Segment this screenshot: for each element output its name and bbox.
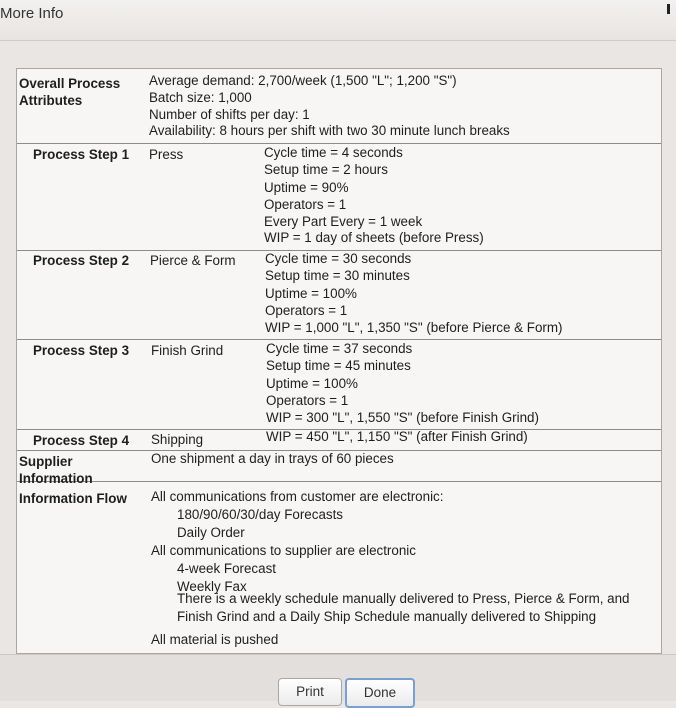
minimize-icon[interactable] <box>667 4 670 14</box>
info-table <box>16 68 662 654</box>
info-flow-label: Information Flow <box>19 491 127 506</box>
info-flow-line: All communications to supplier are electronic <box>151 543 416 558</box>
title-bar <box>0 0 676 41</box>
step-name: Shipping <box>151 432 204 447</box>
row-separator <box>17 481 661 482</box>
overall-line: Availability: 8 hours per shift with two 30 minute lunch breaks <box>149 123 510 138</box>
row-separator <box>17 143 661 144</box>
step-detail: Cycle time = 37 seconds <box>266 341 413 356</box>
step-detail: Operators = 1 <box>265 303 348 318</box>
done-button[interactable]: Done <box>345 678 415 708</box>
step-name: Pierce & Form <box>150 253 236 268</box>
step-detail: Operators = 1 <box>266 393 349 408</box>
step-detail: Uptime = 100% <box>266 376 358 391</box>
print-button[interactable]: Print <box>278 678 342 706</box>
overall-label: Attributes <box>19 93 83 108</box>
overall-label: Overall Process <box>19 76 121 91</box>
step-detail: Setup time = 30 minutes <box>265 268 410 283</box>
step-detail: Uptime = 90% <box>264 180 349 195</box>
step-detail: WIP = 1 day of sheets (before Press) <box>264 230 484 245</box>
step-label: Process Step 3 <box>33 343 130 358</box>
step-label: Process Step 4 <box>33 433 130 448</box>
step-detail: Every Part Every = 1 week <box>264 214 423 229</box>
step-detail: Uptime = 100% <box>265 286 357 301</box>
overall-line: Average demand: 2,700/week (1,500 "L"; 1,200 "S") <box>149 73 457 88</box>
supplier-label: Supplier <box>19 454 73 469</box>
step-detail: Cycle time = 4 seconds <box>264 145 403 160</box>
info-flow-line: There is a weekly schedule manually delivered to Press, Pierce & Form, and <box>177 591 630 606</box>
step-label: Process Step 2 <box>33 253 130 268</box>
step-detail: Setup time = 45 minutes <box>266 358 411 373</box>
supplier-label: Information <box>19 471 93 486</box>
step-detail: WIP = 450 "L", 1,150 "S" (after Finish Grind) <box>266 429 528 444</box>
info-flow-line: Daily Order <box>177 525 245 540</box>
step-detail: Operators = 1 <box>264 197 347 212</box>
step-label: Process Step 1 <box>33 147 130 162</box>
step-detail: Cycle time = 30 seconds <box>265 251 412 266</box>
window-title: More Info <box>0 5 64 22</box>
info-flow-line: Weekly Fax <box>177 579 247 594</box>
supplier-text: One shipment a day in trays of 60 pieces <box>151 451 394 466</box>
info-flow-line: 180/90/60/30/day Forecasts <box>177 507 344 522</box>
step-detail: WIP = 300 "L", 1,550 "S" (before Finish Grind) <box>266 410 539 425</box>
step-detail: WIP = 1,000 "L", 1,350 "S" (before Pierce & Form) <box>265 320 563 335</box>
overall-line: Number of shifts per day: 1 <box>149 107 310 122</box>
step-name: Finish Grind <box>151 343 224 358</box>
info-flow-line: 4-week Forecast <box>177 561 276 576</box>
info-flow-line: All communications from customer are electronic: <box>151 489 444 504</box>
overall-line: Batch size: 1,000 <box>149 90 252 105</box>
info-flow-line: All material is pushed <box>151 632 279 647</box>
info-flow-line: Finish Grind and a Daily Ship Schedule manually delivered to Shipping <box>177 609 597 624</box>
step-detail: Setup time = 2 hours <box>264 162 388 177</box>
row-separator <box>17 339 661 340</box>
step-name: Press <box>149 147 184 162</box>
